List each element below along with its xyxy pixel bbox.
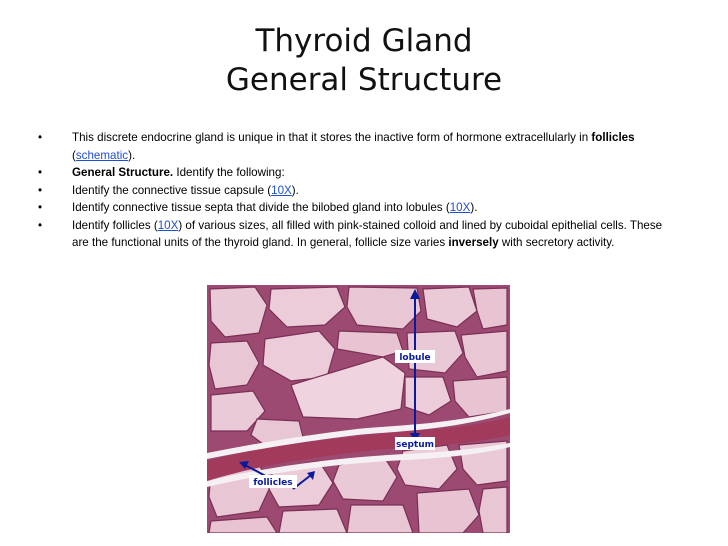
septum-label: septum xyxy=(396,440,434,450)
micrograph-svg xyxy=(207,285,510,533)
bullet-item-5 xyxy=(38,217,678,252)
title-line-2: General Structure xyxy=(225,62,503,98)
bullet-marker: • xyxy=(38,166,43,179)
bullet-text: ). xyxy=(128,148,136,162)
bullet-item-4 xyxy=(38,199,678,217)
bullet-text: ) of various sizes, all filled with pink-stained colloid and lined by cuboidal epithelial cells. These are the functional units of the thyroid gland. In general, follicle size varies xyxy=(72,218,663,249)
bullet-marker: • xyxy=(38,201,43,214)
bullet-marker: • xyxy=(38,218,43,232)
title-line-1: Thyroid Gland xyxy=(255,23,473,59)
bullet-text: ). xyxy=(470,201,478,214)
bullet-text: ( xyxy=(72,148,76,162)
follicles-label: follicles xyxy=(253,478,293,488)
capsule-10x-link[interactable]: 10X xyxy=(271,183,292,197)
bullet-list xyxy=(38,129,678,252)
bullet-text: This discrete endocrine gland is unique in that it stores the inactive form of hormone extracellularly in xyxy=(72,131,592,144)
bullet-text: Identify connective tissue septa that divide the bilobed gland into lobules ( xyxy=(72,201,450,214)
schematic-link[interactable]: schematic xyxy=(75,148,129,162)
septa-10x-link[interactable]: 10X xyxy=(449,201,471,214)
bullet-text: Identify the following: xyxy=(173,166,285,179)
lobule-label: lobule xyxy=(399,353,431,363)
bullet-item-1 xyxy=(38,129,678,164)
bullet-text: Identify the connective tissue capsule ( xyxy=(72,183,272,197)
bullet-item-2 xyxy=(38,164,678,182)
bullet-marker: • xyxy=(38,183,43,197)
thyroid-micrograph xyxy=(207,285,510,533)
bold-term-general-structure: General Structure. xyxy=(72,166,174,179)
slide-title xyxy=(0,22,728,100)
bold-term-follicles: follicles xyxy=(591,131,635,144)
bullet-text: with secretory activity. xyxy=(498,236,615,249)
bullet-text: ). xyxy=(291,183,299,197)
bullet-marker: • xyxy=(38,131,43,144)
bullet-item-3 xyxy=(38,182,678,200)
bold-term-inversely: inversely xyxy=(448,236,499,249)
bullet-text: Identify follicles ( xyxy=(72,218,158,232)
follicles-10x-link[interactable]: 10X xyxy=(157,218,179,232)
